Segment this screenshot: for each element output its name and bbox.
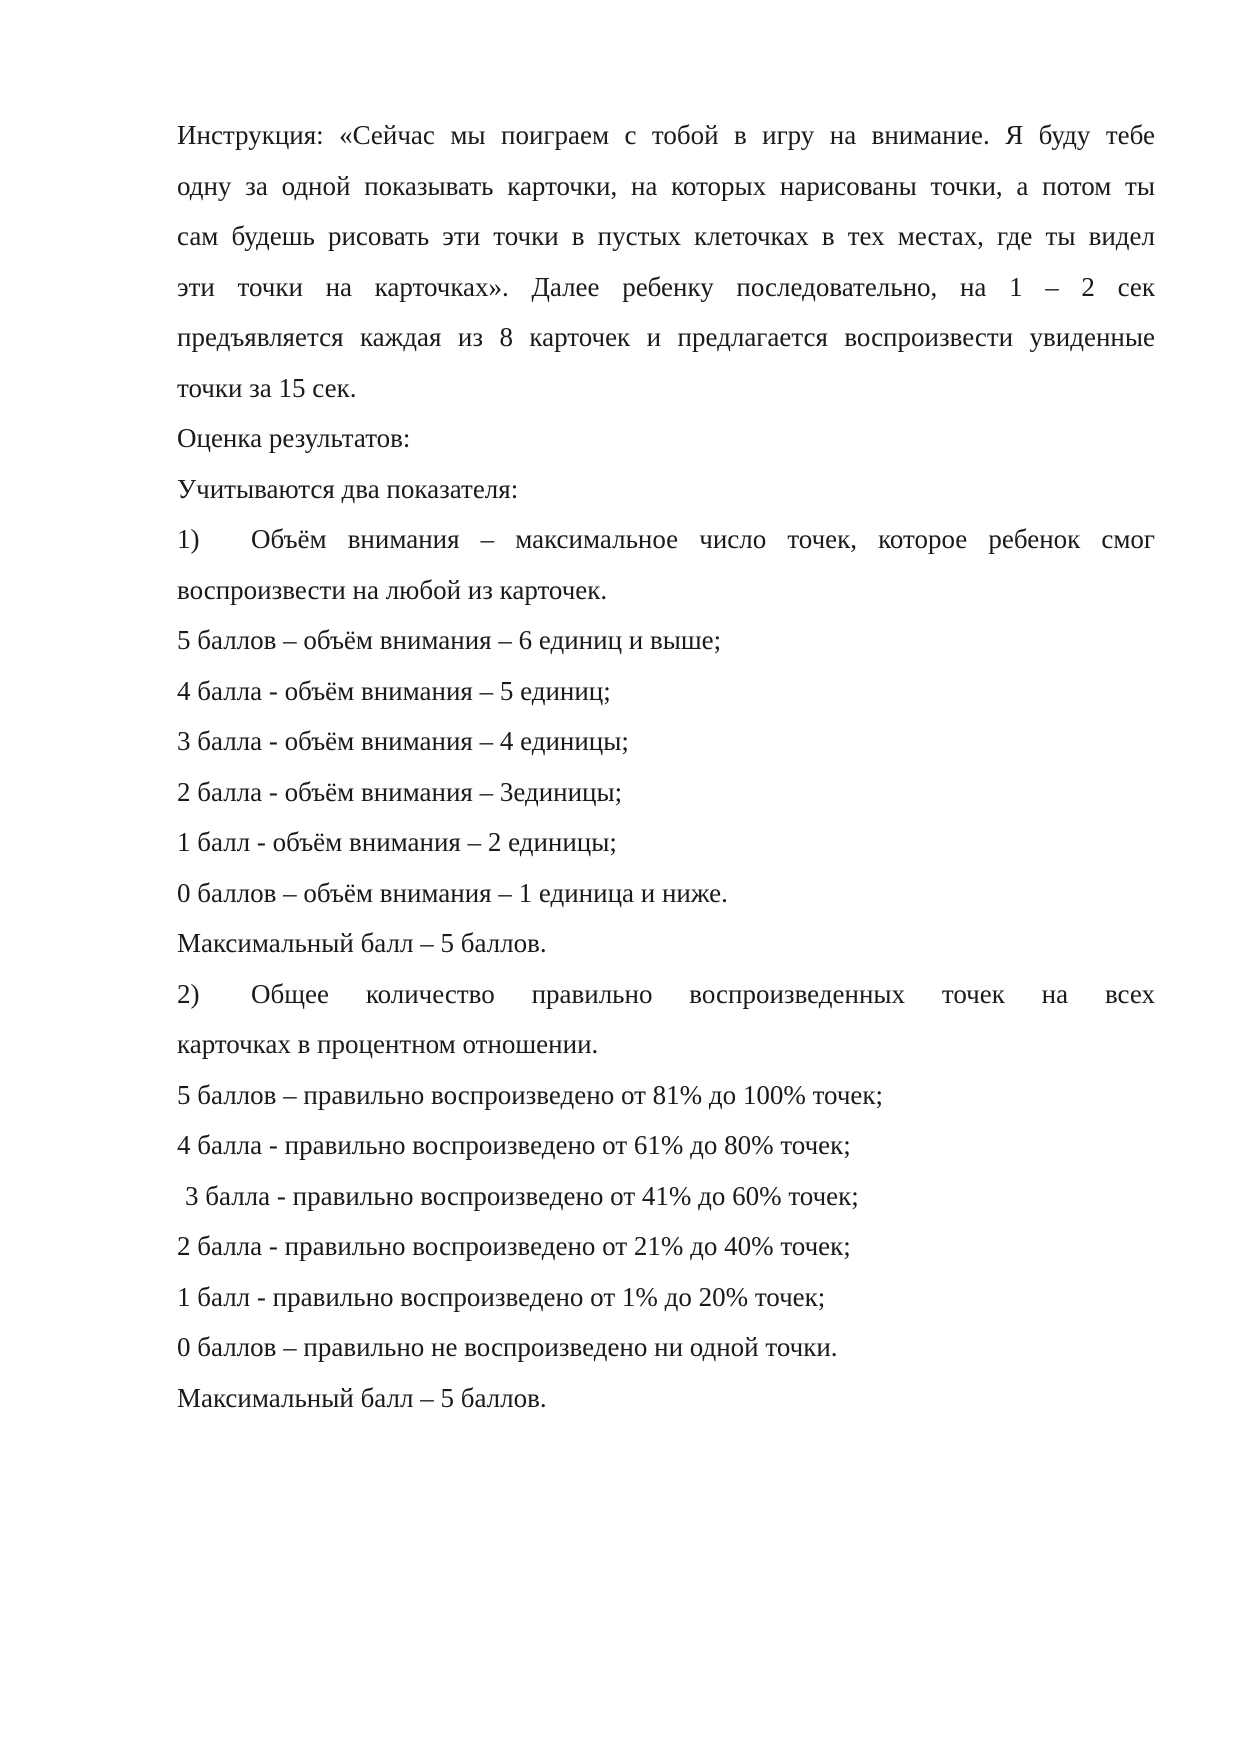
indicator-1-max: Максимальный балл – 5 баллов.	[177, 928, 547, 958]
indicator-2-score-5: 5 баллов – правильно воспроизведено от 81% до 100% точек;	[177, 1079, 884, 1110]
document-page	[177, 110, 1155, 1423]
instruction-line-3: сам будешь рисовать эти точки в пустых клеточках в тех местах, где ты видел	[177, 221, 1155, 251]
indicator-2-line-1: Общее количество правильно воспроизведенных точек на всех	[251, 978, 1155, 1009]
instruction-line-1: Инструкция: «Сейчас мы поиграем с тобой в игру на внимание. Я буду тебе	[177, 120, 1155, 150]
instruction-line-6: точки за 15 сек.	[177, 372, 357, 403]
indicator-1-score-0: 0 баллов – объём внимания – 1 единица и ниже.	[177, 877, 728, 908]
instruction-line-4: эти точки на карточках». Далее ребенку последовательно, на 1 – 2 сек	[177, 271, 1155, 302]
indicator-2-heading	[177, 969, 1155, 1020]
indicator-1-line-1: Объём внимания – максимальное число точек, которое ребенок смог	[251, 524, 1155, 554]
indicator-1-score-1: 1 балл - объём внимания – 2 единицы;	[177, 827, 617, 857]
instruction-line-5: предъявляется каждая из 8 карточек и предлагается воспроизвести увиденные	[177, 322, 1155, 352]
indicator-1-score-5: 5 баллов – объём внимания – 6 единиц и выше;	[177, 625, 722, 655]
indicator-1-line-2: воспроизвести на любой из карточек.	[177, 574, 608, 605]
indicator-1-score-3: 3 балла - объём внимания – 4 единицы;	[177, 726, 629, 756]
evaluation-title: Оценка результатов:	[177, 423, 411, 453]
indicator-2-score-2: 2 балла - правильно воспроизведено от 21% до 40% точек;	[177, 1231, 851, 1261]
indicator-2-score-3: 3 балла - правильно воспроизведено от 41% до 60% точек;	[185, 1180, 859, 1211]
indicator-1-heading	[177, 514, 1155, 565]
indicator-1-number: 1)	[177, 524, 200, 554]
indicators-intro: Учитываются два показателя:	[177, 473, 519, 504]
indicator-2-score-1: 1 балл - правильно воспроизведено от 1% до 20% точек;	[177, 1281, 826, 1312]
indicator-2-number: 2)	[177, 978, 200, 1009]
indicator-2-score-0: 0 баллов – правильно не воспроизведено ни одной точки.	[177, 1332, 838, 1362]
indicator-1-score-4: 4 балла - объём внимания – 5 единиц;	[177, 675, 611, 706]
indicator-2-score-4: 4 балла - правильно воспроизведено от 61% до 80% точек;	[177, 1130, 851, 1160]
indicator-2-max: Максимальный балл – 5 баллов.	[177, 1382, 547, 1413]
instruction-line-2: одну за одной показывать карточки, на которых нарисованы точки, а потом ты	[177, 170, 1155, 201]
indicator-2-line-2: карточках в процентном отношении.	[177, 1029, 599, 1059]
indicator-1-score-2: 2 балла - объём внимания – 3единицы;	[177, 776, 623, 807]
